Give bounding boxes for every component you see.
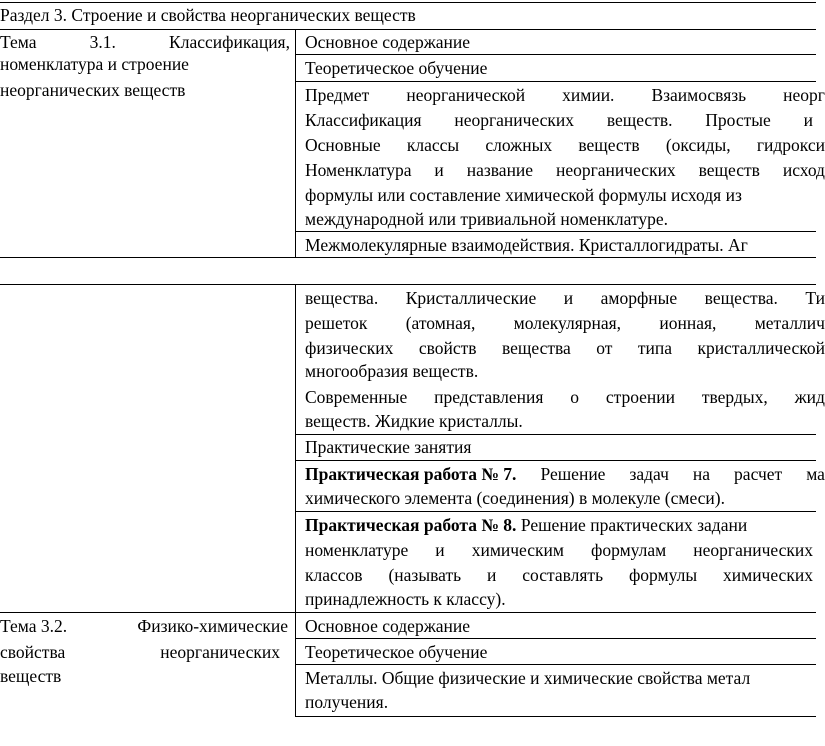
word: Основные [305, 135, 381, 155]
table2-row-line [295, 511, 816, 512]
word: твердых, [701, 387, 768, 407]
word: металлич [754, 313, 825, 333]
metals-line2: получения. [305, 692, 389, 712]
word: веществ. [606, 110, 673, 130]
word: 3.1. [89, 32, 116, 52]
table2-row-line [0, 612, 816, 613]
word: Ти [805, 288, 825, 308]
word: свойств [418, 338, 477, 358]
continuation-line: многообразия веществ. [305, 361, 479, 381]
word: вещества. [704, 288, 778, 308]
word: (называть [388, 565, 462, 585]
word: Предмет [305, 85, 370, 105]
main-content-label: Основное содержание [305, 32, 471, 52]
word: формулы [628, 565, 698, 585]
word: Кристаллические [405, 288, 537, 308]
pr7-word: Решение [540, 464, 606, 484]
table2-column-divider [295, 284, 296, 717]
word: неорганических [160, 642, 280, 662]
theory-text-line [305, 133, 825, 158]
word: свойства [0, 642, 66, 662]
word: исход [782, 160, 825, 180]
topic-3-1-line2: номенклатура и строение [0, 54, 189, 74]
word: о [570, 387, 579, 407]
practical-work-8-line [305, 538, 813, 563]
word: составлять [522, 565, 604, 585]
word: название [466, 160, 534, 180]
word: классов [305, 565, 363, 585]
topic-3-2-line3: веществ [0, 666, 62, 686]
continuation-line: веществ. Жидкие кристаллы. [305, 411, 523, 431]
word: вещества. [305, 288, 379, 308]
word: (атомная, [405, 313, 476, 333]
word: неорг [783, 85, 825, 105]
practical-work-8-line: принадлежность к классу). [305, 589, 506, 609]
word: неорганической [406, 85, 526, 105]
word: представления [434, 387, 544, 407]
practical-work-7-line1 [305, 462, 825, 487]
continuation-line [305, 286, 825, 311]
word: веществ [698, 160, 760, 180]
theory-label-2: Теоретическое обучение [305, 642, 488, 662]
word: химии. [562, 85, 615, 105]
word: Взаимосвязь [651, 85, 747, 105]
theory-label: Теоретическое обучение [305, 58, 488, 78]
practical-work-8-line [305, 563, 813, 588]
word: и [563, 288, 574, 308]
word: ионная, [659, 313, 717, 333]
word: сложных [485, 135, 553, 155]
word: кристаллической [697, 338, 825, 358]
continuation-line [305, 336, 825, 361]
word: и [435, 540, 445, 560]
word: Тема 3.2. [0, 616, 68, 636]
continuation-line [305, 311, 825, 336]
table1-column-divider [295, 29, 296, 257]
pr7-word: задач [629, 464, 669, 484]
table2-top-border [0, 284, 816, 285]
practical-work-8-line1 [305, 513, 747, 538]
section-title: Раздел 3. Строение и свойства неорганических веществ [0, 5, 416, 25]
word: Физико-химические [137, 616, 288, 636]
topic-3-2-line1 [0, 614, 288, 639]
word: Тема [0, 32, 37, 52]
pr8-text: Решение практических задани [520, 515, 748, 535]
topic-3-1-line3: неорганических веществ [0, 80, 186, 100]
theory-text-line [305, 83, 825, 108]
word: номенклатуре [305, 540, 409, 560]
word: классы [406, 135, 460, 155]
theory-text-line [305, 158, 825, 183]
theory-text-line [305, 108, 813, 133]
pr7-word: ма [806, 464, 825, 484]
word: неорганических [693, 540, 813, 560]
word: гидрокси [756, 135, 825, 155]
word: (оксиды, [665, 135, 731, 155]
word: вещества [501, 338, 571, 358]
word: химическим [471, 540, 564, 560]
word: Номенклатура [305, 160, 412, 180]
word: неорганических [454, 110, 575, 130]
theory-text-line: международной или тривиальной номенклатуре. [305, 209, 669, 229]
practical-work-8-title: Практическая работа № 8. [305, 515, 517, 535]
word: жид [794, 387, 825, 407]
word: молекулярная, [513, 313, 622, 333]
word: формулам [591, 540, 667, 560]
word: Современные [305, 387, 408, 407]
word: решеток [305, 313, 368, 333]
word: неорганических [555, 160, 676, 180]
word: и [803, 110, 813, 130]
metals-line1: Металлы. Общие физические и химические свойства метал [305, 668, 751, 688]
word: веществ [578, 135, 640, 155]
practical-work-7-line2: химического элемента (соединения) в молекуле (смеси). [305, 488, 725, 508]
main-content-label-2: Основное содержание [305, 616, 471, 636]
word: типа [637, 338, 672, 358]
intermolecular-line: Межмолекулярные взаимодействия. Кристаллогидраты. Аг [305, 235, 748, 255]
table2-row-line [295, 460, 816, 461]
topic-3-2-line2 [0, 640, 280, 665]
practical-label: Практические занятия [305, 437, 472, 457]
word: Классификация [305, 110, 422, 130]
word: и [486, 565, 497, 585]
word: Классификация, [169, 32, 290, 52]
word: физических [305, 338, 394, 358]
pr7-word: на [692, 464, 711, 484]
word: аморфные [600, 288, 678, 308]
word: строении [605, 387, 676, 407]
word: от [596, 338, 613, 358]
word: Простые [705, 110, 771, 130]
word: и [434, 160, 444, 180]
table1-row-line [295, 81, 816, 82]
pr7-word: расчет [734, 464, 783, 484]
practical-work-7-title: Практическая работа № 7. [305, 464, 517, 484]
table2-bottom-border [295, 716, 816, 717]
continuation-line [305, 385, 825, 410]
word: химических [723, 565, 813, 585]
theory-text-line: формулы или составление химической формулы исходя из [305, 185, 742, 205]
